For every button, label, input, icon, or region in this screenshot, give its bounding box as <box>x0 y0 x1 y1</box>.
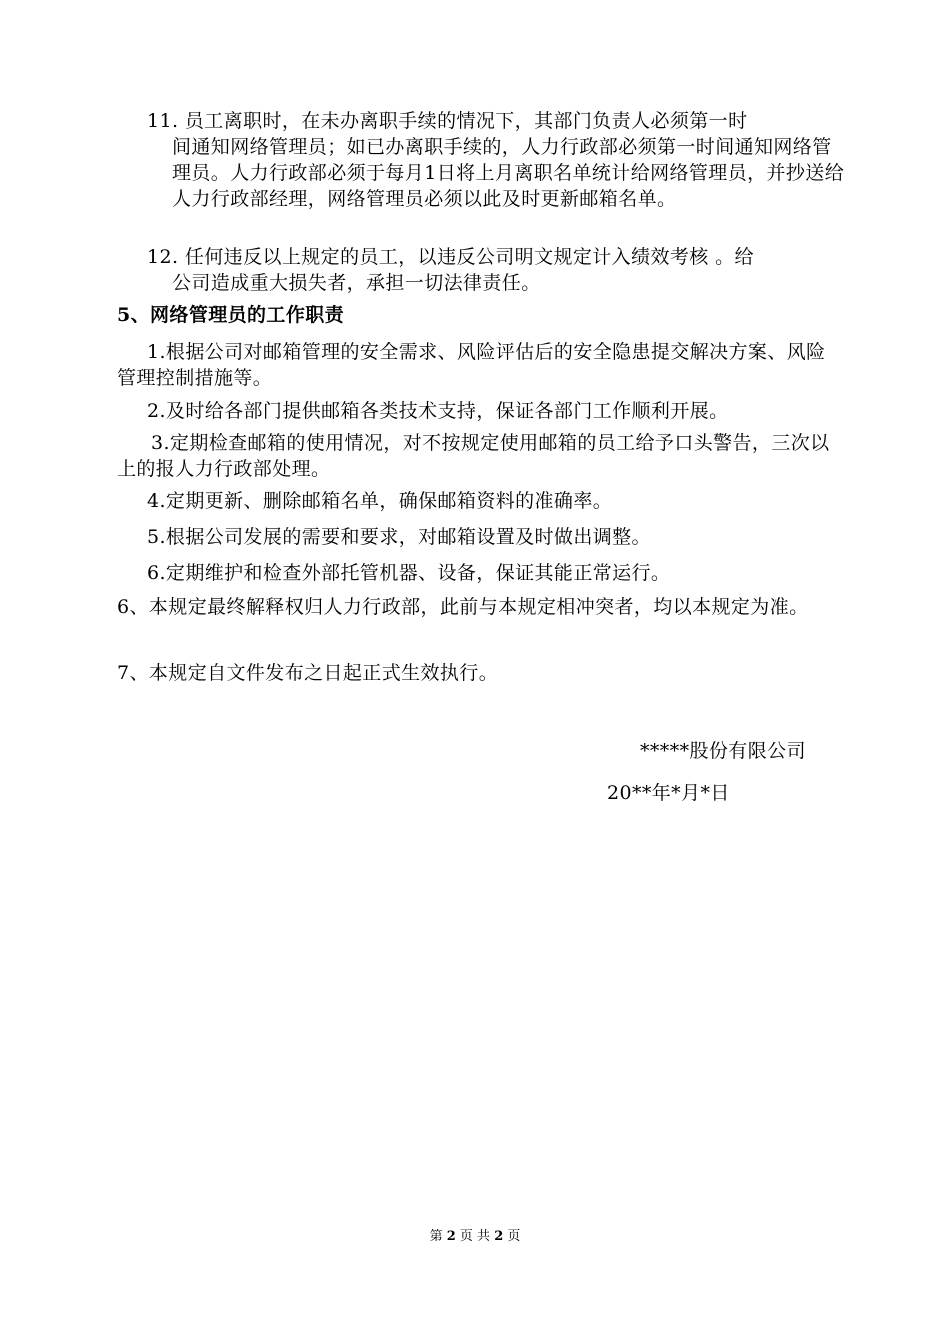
footer-prefix: 第 <box>429 1229 443 1244</box>
rule-item-6: 6、本规定最终解释权归人力行政部，此前与本规定相冲突者，均以本规定为准。 <box>117 596 809 618</box>
rule-item-12-number: 12. <box>147 246 179 268</box>
rule-item-7: 7、本规定自文件发布之日起正式生效执行。 <box>117 662 499 684</box>
rule-item-11-line1: 员工离职时，在未办离职手续的情况下，其部门负责人必须第一时 <box>184 110 748 132</box>
duty-item-6: 6.定期维护和检查外部托管机器、设备，保证其能正常运行。 <box>147 562 671 584</box>
footer-middle: 页 共 <box>459 1229 491 1244</box>
duty-item-3: 3.定期检查邮箱的使用情况，对不按规定使用邮箱的员工给予口头警告，三次以上的报人力行政部处理。 <box>117 432 830 480</box>
rule-item-11-rest: 间通知网络管理员；如已办离职手续的，人力行政部必须第一时间通知网络管理员。人力行政部必须于每月1日将上月离职名单统计给网络管理员，并抄送给人力行政部经理，网络管理员必须以此及时更新邮箱名单。 <box>172 136 845 210</box>
duty-item-5: 5.根据公司发展的需要和要求，对邮箱设置及时做出调整。 <box>147 526 651 548</box>
rule-item-12 <box>147 244 847 296</box>
company-signature: *****股份有限公司 <box>640 740 806 762</box>
rule-item-11 <box>147 108 847 212</box>
rule-item-11-number: 11. <box>147 110 179 132</box>
footer-suffix: 页 <box>507 1229 521 1244</box>
signature-date: 20**年*月*日 <box>607 782 730 804</box>
duty-item-1: 1.根据公司对邮箱管理的安全需求、风险评估后的安全隐患提交解决方案、风险管理控制措施等。 <box>117 341 826 389</box>
duty-item-2: 2.及时给各部门提供邮箱各类技术支持，保证各部门工作顺利开展。 <box>147 400 729 422</box>
section-5-heading: 5、网络管理员的工作职责 <box>117 304 345 326</box>
duty-item-4: 4.定期更新、删除邮箱名单，确保邮箱资料的准确率。 <box>147 490 613 512</box>
footer-total-pages: 2 <box>494 1229 504 1244</box>
footer-current-page: 2 <box>446 1229 456 1244</box>
page-footer <box>0 1228 950 1246</box>
rule-item-12-line1: 任何违反以上规定的员工，以违反公司明文规定计入绩效考核 。给 <box>184 246 754 268</box>
rule-item-12-rest: 公司造成重大损失者，承担一切法律责任。 <box>172 272 541 294</box>
